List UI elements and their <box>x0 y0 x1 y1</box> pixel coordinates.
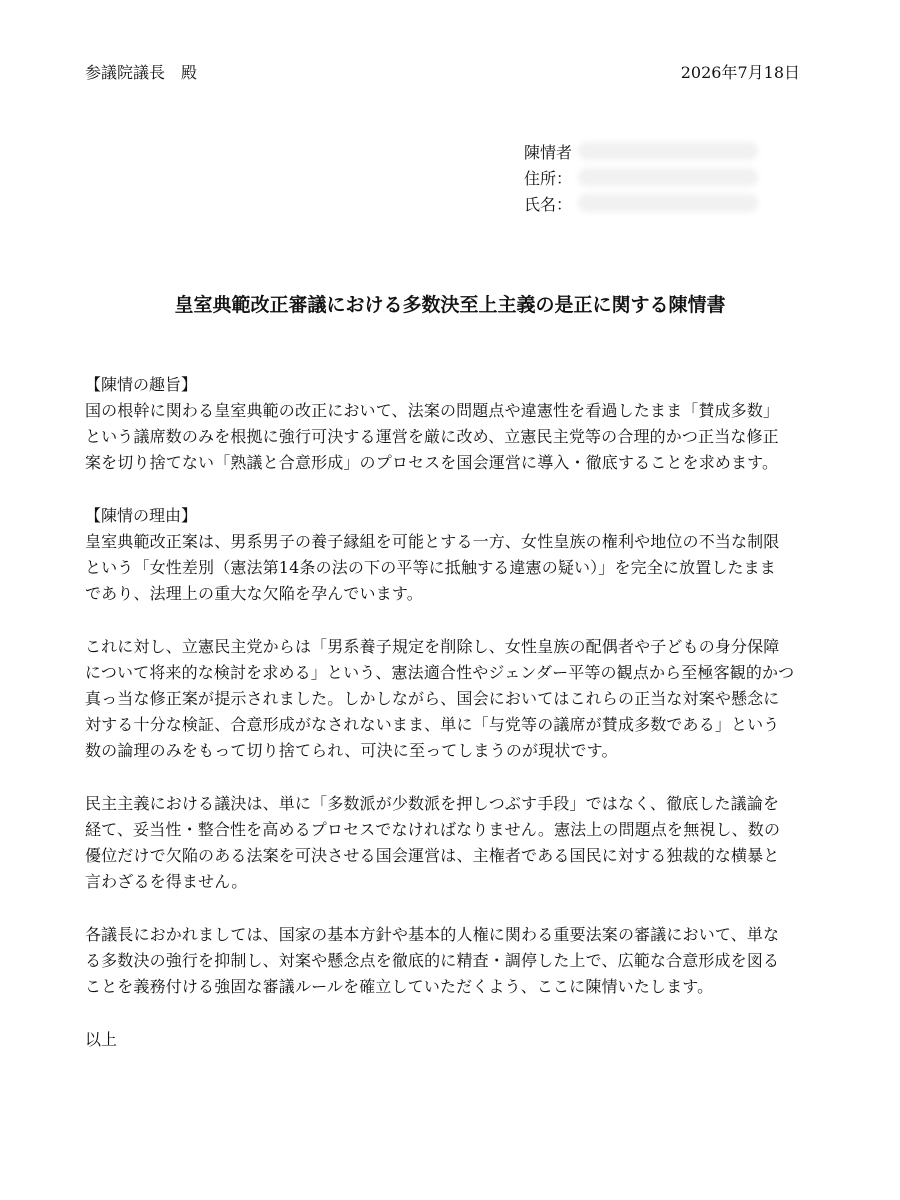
reason-line: る多数決の強行を抑制し、対案や懸念点を徹底的に精査・調停した上で、広範な合意形成を図る <box>85 951 780 970</box>
reason-line: これに対し、立憲民主党からは「男系養子規定を削除し、女性皇族の配偶者や子どもの身分保障 <box>85 637 780 656</box>
sender-name-row <box>512 190 772 216</box>
reason-line: 真っ当な修正案が提示されました。しかしながら、国会においてはこれらの正当な対案や懸念に <box>85 689 780 708</box>
redacted-petitioner-field <box>578 142 758 160</box>
redacted-address-field <box>578 168 758 186</box>
closing-mark: 以上 <box>85 1030 118 1049</box>
reason-line: ことを義務付ける強固な審議ルールを確立していただくよう、ここに陳情いたします。 <box>85 977 714 996</box>
reason-line: 優位だけで欠陥のある法案を可決させる国会運営は、主権者である国民に対する独裁的な横暴と <box>85 846 780 865</box>
address-label: 住所： <box>523 168 572 188</box>
purpose-heading: 【陳情の趣旨】 <box>85 375 198 394</box>
reason-line: 各議長におかれましては、国家の基本方針や基本的人権に関わる重要法案の審議において、単な <box>85 925 780 944</box>
reason-line: であり、法理上の重大な欠陥を孕んでいます。 <box>85 584 423 603</box>
reason-line: 民主主義における議決は、単に「多数派が少数派を押しつぶす手段」ではなく、徹底した議論を <box>85 794 780 813</box>
addressee: 参議院議長 殿 <box>85 63 198 82</box>
reason-line: について将来的な検討を求める」という、憲法適合性やジェンダー平等の観点から至極客観的かつ <box>85 663 795 682</box>
name-label: 氏名： <box>523 194 572 214</box>
reason-heading: 【陳情の理由】 <box>85 506 198 525</box>
purpose-line: という議席数のみを根拠に強行可決する運営を厳に改め、立憲民主党等の合理的かつ正当な修正 <box>85 427 779 446</box>
document-body <box>85 372 815 1053</box>
reason-line: 対する十分な検証、合意形成がなされないまま、単に「与党等の議席が賛成多数である」という <box>85 715 780 734</box>
purpose-line: 案を切り捨てない「熟議と合意形成」のプロセスを国会運営に導入・徹底することを求めます。 <box>85 453 779 472</box>
redacted-name-field <box>578 194 758 212</box>
petitioner-label: 陳情者 <box>523 142 572 162</box>
reason-line: 数の論理のみをもって切り捨てられ、可決に至ってしまうのが現状です。 <box>85 741 618 760</box>
document-date: 2026年7月18日 <box>680 63 800 82</box>
document-title: 皇室典範改正審議における多数決至上主義の是正に関する陳情書 <box>174 294 726 316</box>
purpose-line: 国の根幹に関わる皇室典範の改正において、法案の問題点や違憲性を看過したまま「賛成多数」 <box>85 401 780 420</box>
sender-petitioner-row <box>512 138 772 164</box>
sender-block <box>512 138 772 216</box>
reason-line: 経て、妥当性・整合性を高めるプロセスでなければなりません。憲法上の問題点を無視し、数の <box>85 820 781 839</box>
reason-line: という「女性差別（憲法第14条の法の下の平等に抵触する違憲の疑い）」を完全に放置したまま <box>85 558 776 577</box>
sender-address-row <box>512 164 772 190</box>
reason-line: 言わざるを得ません。 <box>85 872 248 891</box>
reason-line: 皇室典範改正案は、男系男子の養子縁組を可能とする一方、女性皇族の権利や地位の不当な制限 <box>85 532 780 551</box>
